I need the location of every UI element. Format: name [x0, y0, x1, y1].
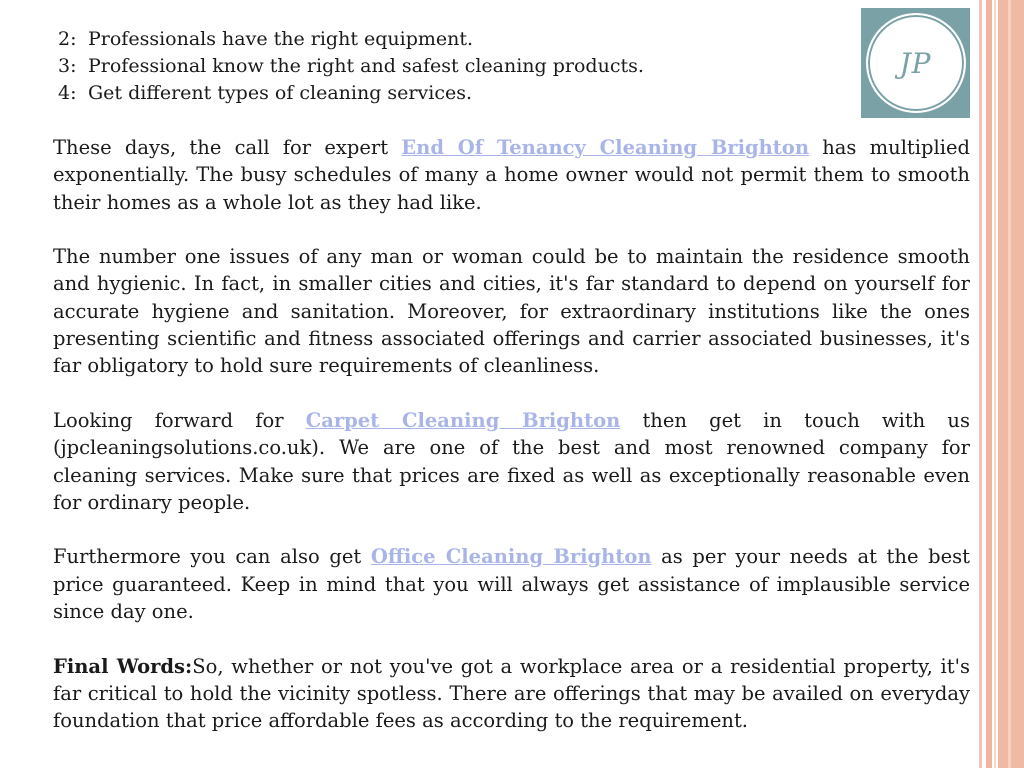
paragraph-hygiene: [53, 243, 970, 379]
paragraph-demand: [53, 134, 970, 216]
paragraph-text: has multiplied exponentially. The busy schedules of many a home owner would not permit them to smooth their homes as a whole lot as they had like.: [53, 136, 970, 214]
jp-logo: [861, 8, 970, 118]
end-of-tenancy-cleaning-link[interactable]: End Of Tenancy Cleaning Brighton: [401, 136, 809, 159]
paragraph-text: These days, the call for expert: [53, 136, 402, 159]
list-number: 4:: [58, 82, 77, 104]
paragraph-final-words: [53, 653, 970, 735]
decorative-stripe: [979, 0, 982, 768]
paragraph-text: as per your needs at the best price guaranteed. Keep in mind that you will always get assistance of implausible service since day one.: [53, 545, 970, 624]
logo-ring: [866, 13, 966, 113]
list-text: Get different types of cleaning services.: [88, 82, 472, 104]
paragraph-text: Furthermore you can also get: [53, 545, 371, 569]
list-item: [58, 26, 848, 53]
list-text: Professionals have the right equipment.: [88, 28, 474, 50]
paragraph-contact: [53, 407, 970, 516]
benefits-list: [58, 26, 848, 107]
list-item: [58, 80, 848, 107]
paragraph-office: [53, 543, 970, 625]
carpet-cleaning-link[interactable]: Carpet Cleaning Brighton: [305, 408, 621, 432]
list-text: Professional know the right and safest cleaning products.: [88, 55, 644, 77]
logo-text: JP: [899, 46, 932, 80]
decorative-stripe: [994, 0, 996, 768]
paragraph-text: then get in touch with us (jpcleaningsolutions.co.uk). We are one of the best and most renowned company for cleaning services. Make sure that prices are fixed as well as exceptionally reasonable even for ordinary people.: [53, 408, 970, 514]
paragraph-text: The number one issues of any man or woman could be to maintain the residence smooth and hygienic. In fact, in smaller cities and cities, it's far standard to depend on yourself for accurate hygiene and sanitation. Moreover, for extraordinary institutions like the ones presenting scientific and fitness associated offerings and carrier associated businesses, it's far obligatory to hold sure requirements of cleanliness.: [53, 245, 970, 378]
article-body: [53, 134, 970, 762]
final-words-label: Final Words:: [53, 654, 193, 678]
paragraph-text: So, whether or not you've got a workplace area or a residential property, it's far critical to hold the vicinity spotless. There are offerings that may be availed on everyday foundation that price affordable fees as according to the requirement.: [53, 654, 970, 733]
decorative-stripe: [1008, 0, 1011, 768]
decorative-stripe: [998, 0, 1024, 768]
list-number: 3:: [58, 55, 77, 77]
list-number: 2:: [58, 28, 77, 50]
list-item: [58, 53, 848, 80]
decorative-stripe: [986, 0, 992, 768]
paragraph-text: Looking forward for: [53, 408, 306, 432]
office-cleaning-link[interactable]: Office Cleaning Brighton: [370, 545, 652, 569]
